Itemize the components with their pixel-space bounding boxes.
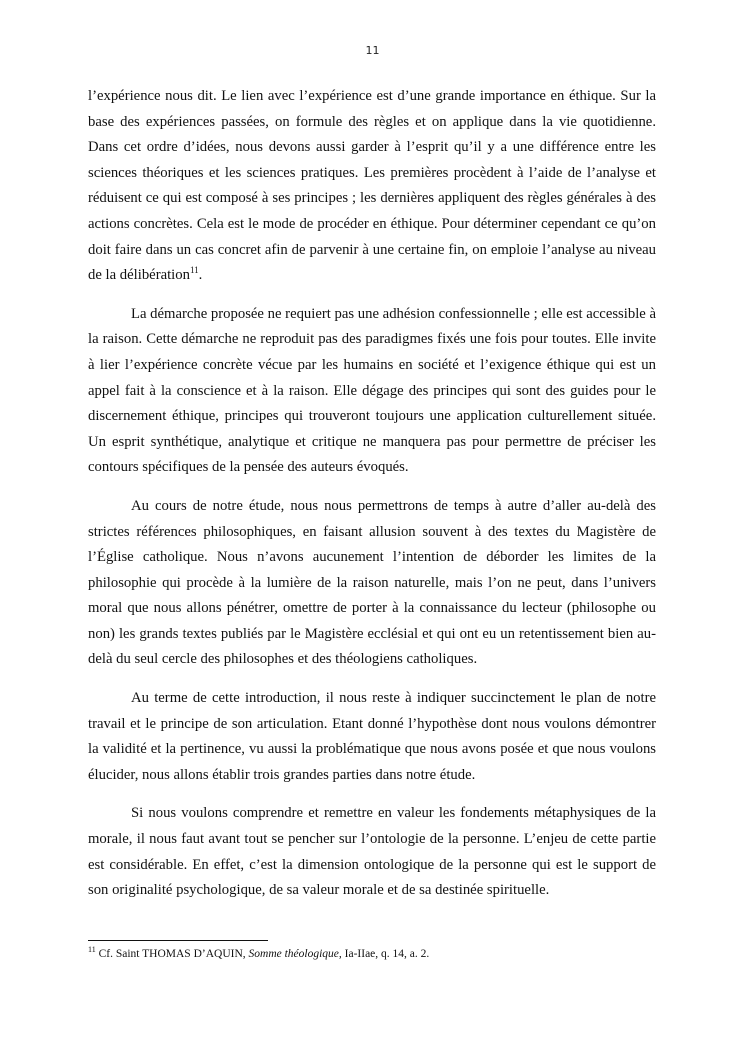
footnote-work-title: Somme théologique, <box>248 948 342 960</box>
page-number: 11 <box>365 44 380 57</box>
footnote-separator <box>88 940 268 941</box>
body-text <box>88 84 656 917</box>
paragraph-3: Au cours de notre étude, nous nous permettrons de temps à autre d’aller au-delà des strictes références philosophiques, en faisant allusion souvent à des textes du Magistère de l’Église catholique. Nous n’avons aucunement l’intention de déborder les limites de la philosophie qui procède à la lumière de la raison naturelle, mais l’on ne peut, dans l’univers moral que nous allons pénétrer, omettre de porter à la connaissance du lecteur (philosophe ou non) les grands textes publiés par le Magistère ecclésial et qui ont eu un retentissement bien au-delà du seul cercle des philosophes et des théologiens catholiques. <box>88 497 656 668</box>
paragraph-1-text: l’expérience nous dit. Le lien avec l’expérience est d’une grande importance en éthique. Sur la base des expériences passées, on formule des règles et on applique dans la vie quotidienne. Dans cet ordre d’idées, nous devons aussi garder à l’esprit qu’il y a une différence entre les sciences théoriques et les sciences pratiques. Les premières procèdent à l’aide de l’analyse et réduisent ce qui est composé à ses principes ; les dernières appliquent des règles générales à des actions concrètes. Cela est le mode de procéder en éthique. Pour déterminer cependant ce qu’on doit faire dans un cas concret afin de parvenir à une certaine fin, on emploie l’analyse au niveau de la délibération <box>88 88 656 284</box>
footnote-number: 11 <box>88 945 96 955</box>
paragraph-1-end: . <box>198 267 203 284</box>
paragraph-2: La démarche proposée ne requiert pas une adhésion confessionnelle ; elle est accessible à la raison. Cette démarche ne reproduit pas des paradigmes fixés une fois pour toutes. Elle invite à lier l’expérience concrète vécue par les humains en société et l’exigence éthique qui est un appel fait à la conscience et à la raison. Elle dégage des principes qui sont des guides pour le discernement éthique, principes qui trouveront toujours une application culturellement située. Un esprit synthétique, analytique et critique ne manquera pas pour permettre de préciser les contours spécifiques de la pensée des auteurs évoqués. <box>88 305 656 476</box>
paragraph-4: Au terme de cette introduction, il nous reste à indiquer succinctement le plan de notre travail et le principe de son articulation. Etant donné l’hypothèse dont nous voulons démontrer la validité et la pertinence, vu aussi la problématique que nous avons posée et que nous voulons élucider, nous allons établir trois grandes parties dans notre étude. <box>88 690 656 783</box>
footnote <box>88 947 656 961</box>
paragraph-5: Si nous voulons comprendre et remettre en valeur les fondements métaphysiques de la morale, il nous faut avant tout se pencher sur l’ontologie de la personne. L’enjeu de cette partie est considérable. En effet, c’est la dimension ontologique de la personne qui est le support de son originalité psychologique, de sa valeur morale et de sa destinée spirituelle. <box>88 805 656 899</box>
footnote-suffix: Ia-IIae, q. 14, a. 2. <box>341 948 430 960</box>
footnote-reference: 11 <box>189 265 199 276</box>
footnote-prefix: Cf. Saint THOMAS D’AQUIN, <box>95 948 249 960</box>
paragraph-1 <box>88 84 656 289</box>
